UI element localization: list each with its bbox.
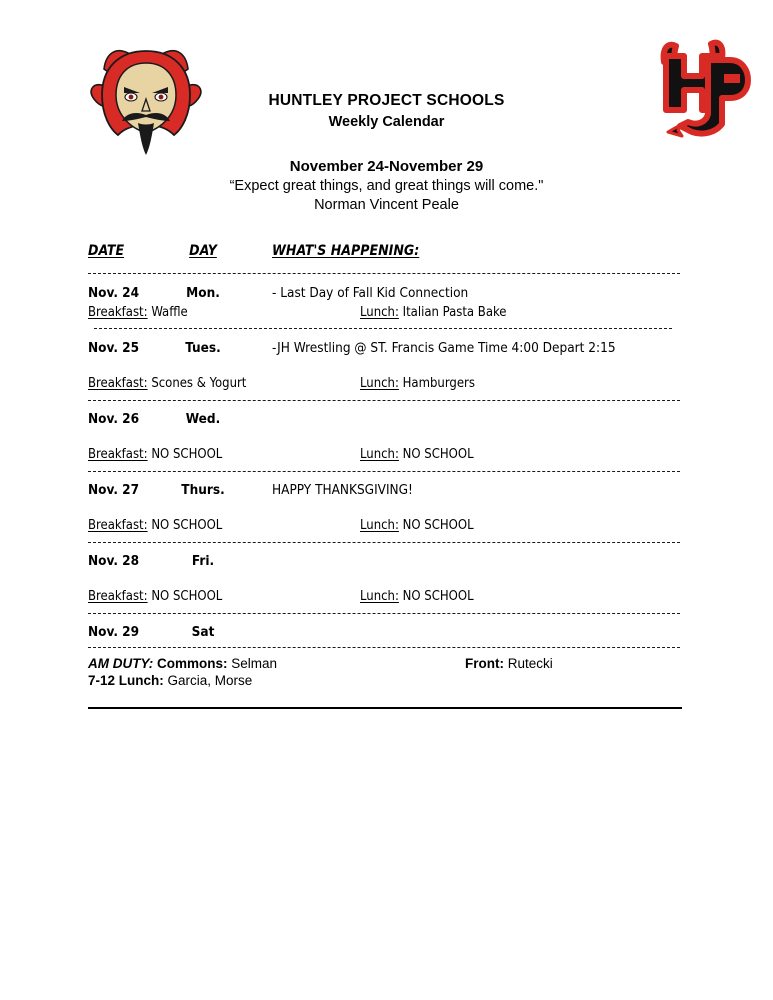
row-lunch [360,376,475,391]
divider-4 [88,542,680,543]
table-header-row [88,243,682,265]
column-header-happening: WHAT'S HAPPENING: [272,243,420,259]
weekly-schedule [88,243,682,640]
lunch-duty-line [88,673,252,688]
breakfast-label: Breakfast: [88,447,148,462]
breakfast-value: NO SCHOOL [151,518,223,533]
row-day: Fri. [191,553,215,569]
document-header [0,90,773,133]
column-header-date: DATE [88,243,125,259]
row-date: Nov. 29 [88,624,140,640]
lunch-label: Lunch: [360,305,399,320]
bottom-divider [88,707,682,709]
divider-3 [88,471,680,472]
divider-2 [88,400,680,401]
breakfast-value: NO SCHOOL [151,447,223,462]
row-event: - Last Day of Fall Kid Connection [272,285,469,301]
commons-label: Commons: [157,656,228,671]
quote-author: Norman Vincent Peale [314,197,459,213]
date-range: November 24-November 29 [289,158,484,175]
lunch-duty-value: Garcia, Morse [167,673,253,688]
breakfast-value: Scones & Yogurt [151,376,247,391]
row-breakfast [88,376,246,391]
breakfast-value: Waffle [151,305,188,320]
row-day: Tues. [185,340,221,356]
lunch-value: Hamburgers [402,376,475,391]
lunch-value: Italian Pasta Bake [402,305,507,320]
front-label: Front: [465,656,504,671]
row-day: Mon. [186,285,220,301]
divider-6 [88,647,680,648]
column-header-day: DAY [189,243,217,259]
lunch-label: Lunch: [360,518,399,533]
quote-text: “Expect great things, and great things will come." [229,178,544,194]
row-lunch [360,589,474,604]
divider-0 [88,273,680,274]
page-title: Weekly Calendar [328,114,445,130]
school-name: HUNTLEY PROJECT SCHOOLS [268,92,505,109]
commons-value: Selman [231,656,278,671]
row-day: Thurs. [181,482,225,498]
breakfast-label: Breakfast: [88,305,148,320]
row-breakfast [88,447,222,462]
lunch-label: Lunch: [360,589,399,604]
row-date: Nov. 28 [88,553,140,569]
row-lunch [360,447,474,462]
front-value: Rutecki [507,656,553,671]
breakfast-label: Breakfast: [88,589,148,604]
row-date: Nov. 25 [88,340,140,356]
row-event: HAPPY THANKSGIVING! [272,482,413,498]
row-breakfast [88,589,222,604]
row-event: -JH Wrestling @ ST. Francis Game Time 4:00 Depart 2:15 [272,340,616,356]
breakfast-label: Breakfast: [88,376,148,391]
breakfast-label: Breakfast: [88,518,148,533]
am-duty-line [88,656,277,671]
row-day: Wed. [185,411,221,427]
row-date: Nov. 26 [88,411,140,427]
row-breakfast [88,518,222,533]
lunch-label: Lunch: [360,376,399,391]
row-lunch [360,305,507,320]
row-day: Sat [191,624,215,640]
front-duty-line [465,656,553,671]
breakfast-value: NO SCHOOL [151,589,223,604]
lunch-label: Lunch: [360,447,399,462]
lunch-value: NO SCHOOL [402,447,474,462]
lunch-value: NO SCHOOL [402,589,474,604]
row-date: Nov. 27 [88,482,140,498]
row-breakfast [88,305,188,320]
lunch-duty-label: 7-12 Lunch: [88,673,164,688]
row-lunch [360,518,474,533]
am-duty-label: AM DUTY: [88,656,154,671]
divider-1 [94,328,672,329]
divider-5 [88,613,680,614]
lunch-value: NO SCHOOL [402,518,474,533]
row-date: Nov. 24 [88,285,140,301]
